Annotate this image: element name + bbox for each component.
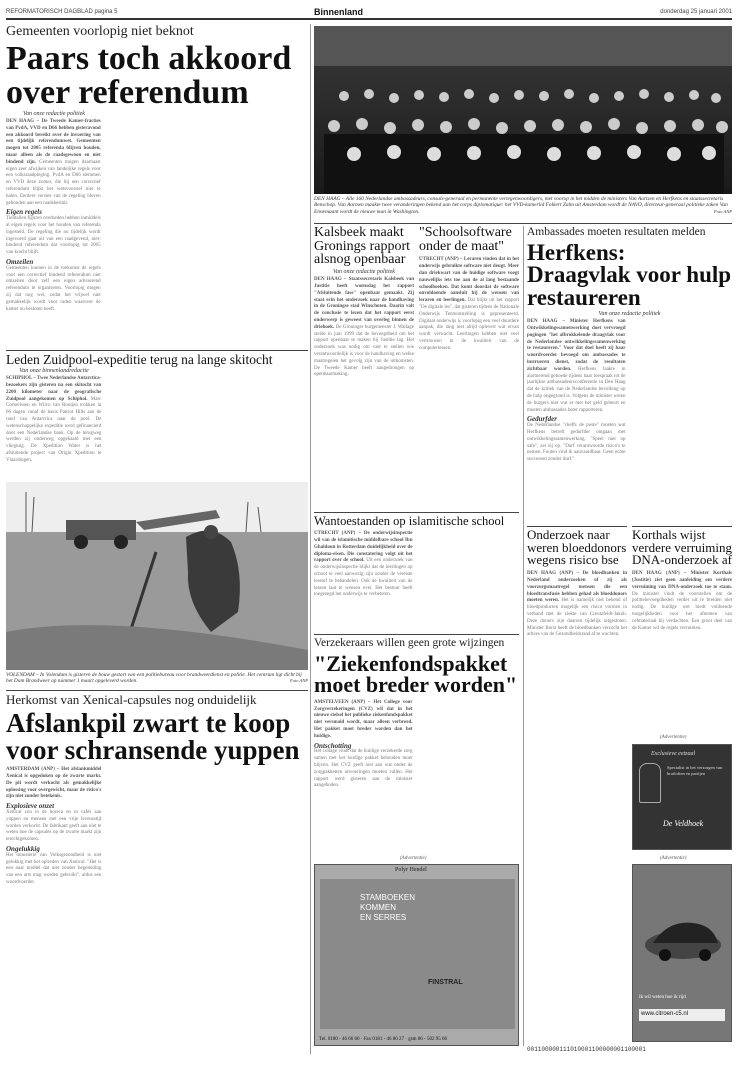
body-text	[632, 571, 732, 711]
photo-credit: Foto ANP	[713, 208, 732, 214]
lamp-icon	[639, 763, 661, 803]
byline: Van onze redactie politiek	[333, 269, 395, 276]
ad-line: EN SERRES	[360, 913, 407, 922]
lead: UTRECHT (ANP) – De onderwijsinspectie wil van de islamitische middelbare school Ibn Ghaldoun in Rotterdam duidelijkheid over de diploma-eisen. Die constatering volgt uit het rapport over de school.	[314, 531, 413, 564]
section-title: Binnenland	[314, 7, 363, 17]
article-schoolsoftware	[419, 226, 519, 480]
paragraph: De minister vindt de voorstellen om de politiebevoegdheden verder uit te breiden niet nodig. De huidige wet biedt voldoende mogelijkheden voor het afnemen van celmateriaal bij verdachten. Een groot deel van de Kamer wil de regels verruimen.	[632, 591, 732, 631]
headline: Afslankpil zwart te koop voor schransende yuppen	[6, 708, 300, 765]
ad-line: KOMMEN	[360, 903, 396, 912]
paragraph: Het collage vindt dat de huidige verzekerde zorg samen met het huidige pakket behouden moet blijven. Het CVZ geeft niet aan wat onder de zorgpakketten uitvoeringen moeten vallen. Het rapport werd gisteren aan de minister aangeboden.	[314, 749, 413, 789]
lead: SCHIPHOL – Twee Nederlandse Antarctica-bezoekers zijn gisteren na een skitocht van 2200 kilometer naar de geografische Zuidpool aangekomen op Schiphol.	[6, 376, 102, 402]
body-text	[527, 319, 732, 522]
headline: Herfkens: Draagvlak voor hulp restaureren	[527, 239, 732, 310]
subheading: Eigen regels	[6, 208, 42, 217]
body-text	[527, 571, 627, 831]
paragraph: De Groninger burgemeester J. Wallage stelde in juni 1999 dat de bevoegdheid om het rapport openbaar te maken bij Justitie lag. Het onderzoek was nodig om vast te stellen wie verantwoordelijk is voor de handhaving en welke maatregelen het gevolg zijn van de uitkomsten. De Tweede Kamer heeft aangedrongen op openbaarmaking.	[314, 324, 414, 378]
construction-photo-image	[6, 482, 308, 670]
article-ziekenfondspakket	[314, 634, 519, 852]
article-islamitische-school	[314, 512, 519, 630]
byline: Van onze binnenlandredactie	[19, 368, 89, 375]
headline: "Schoolsoftware onder de maat"	[419, 226, 512, 254]
article-kalsbeek	[314, 226, 414, 522]
group-photo-image	[314, 26, 732, 194]
byline: Van onze redactie politiek	[598, 311, 661, 318]
body-text	[314, 277, 414, 507]
ad-label: (Advertentie)	[660, 735, 687, 740]
paragraph: Marc Cornelissen en Wilco van Rooijen trokken in 66 dagen vanaf de basis Patriot Hills aan de rand van Antarctica naar de pool. De wetenschappelijke expeditie werd gefinancierd door een Nederlandse bank. Op de terugweg werden zij onderweg opgehaald met een vliegtuig. De Xpedition Water is het afsluitende project van Origin Xpedition te Vlaardingen.	[6, 396, 102, 463]
headline: Wantoestanden op islamitische school	[314, 512, 519, 527]
paragraph: Uit een onderzoek van de onderwijsinspectie blijkt dat de leerlingen op school te veel aanwezig zijn zonder de vereiste lesstof te behandelen. Ook de kwaliteit van de lessen laat te wensen over. Het bestuur heeft toegezegd het onderwijs te verbeteren.	[314, 558, 413, 598]
ad-image	[320, 879, 515, 1029]
photo-caption	[6, 672, 308, 687]
paragraph: Het ministerie van Volksgezondheid is niet gelukkig met het optreden van Xenical. "Het is een naar middel dat niet zonder begeleiding van een arts mag worden gebruikt", aldus een woordvoerder.	[6, 852, 102, 885]
article-korthals	[632, 526, 732, 730]
paragraph: Het is namelijk niet bekend of bloedproducten mogelijk een risico vormen in verband met de ziekte van Creutzfeldt-Jakob. Deze donors zijn daarom tijdelijk uitgesloten. Minister Borst heeft de bloedbanken verzocht het advies van de Gezondheidsraad af te wachten.	[527, 598, 627, 638]
kicker: Gemeenten voorlopig niet beknot	[6, 24, 194, 39]
paragraph: Xenical zou in de horeca en in cafés aan yuppen en mensen met een vrije levensstijl worden verkocht. De fabrikant geeft aan niet te weten hoe de capsules op de zwarte markt zijn terechtgekomen.	[6, 809, 102, 843]
article-zuidpool	[6, 350, 308, 478]
kicker: Herkomst van Xenical-capsules nog onduidelijk	[6, 690, 308, 707]
ad-url[interactable]: www.citroen-c5.nl	[639, 1009, 725, 1021]
paragraph: Dat blijkt uit het rapport "De digitale les", dat gisteren tijdens de Nationale Onderwijs Tentoonstelling is gepresenteerd. Digitaal onderwijs is voorlopig een veel duurdere aanpak, die lang niet altijd oplevert wat ervan wordt verwacht. Leerlingen hebben niet veel vertrouwen in de kwaliteit van de computerlessen.	[419, 298, 519, 351]
lead: DEN HAAG – Minister Herfkens van Ontwikkelingssamenwerking doet vervroegd pogingen "het afbrokkelende draagvlak voor de Nederlandse ontwikkelingssamenwerking te restaureren." Voor dat doel heeft zij haar woordvoerder bevoegd om ambassades te instrueren dienst, zodat de resultaten zichtbaar worden.	[527, 319, 626, 372]
headline: Leden Zuidpool-expeditie terug na lange skitocht	[6, 350, 308, 366]
paragraph: Gemeenten mogen daarnaast eigen zeer afwijken van landelijke regels voor een volksraadpleging. PvdA en D66 stemmen en VVD deze zomer, die bij een correctief referendum blijkt het wetsvoorstel niet te halen. Eerdere versies van de regeling bleven gebonden aan een raadsbesluit.	[6, 159, 101, 206]
byline: Van onze redactie politiek	[23, 111, 85, 118]
article-bloeddonors	[527, 526, 627, 852]
lead: DEN HAAG (ANP) – Minister Korthals (Justitie) ziet geen aanleiding om verdere verruiming van DNA-onderzoek toe te staan.	[632, 571, 732, 590]
photo-volendam	[6, 482, 308, 670]
body-text	[6, 767, 308, 1027]
kicker: Verzekeraars willen geen grote wijzingen	[314, 634, 519, 650]
paragraph: Gemeenten kunnen in de toekomst de regels voor een correctief bindend referendum niet omzeilen door zelf een eigen adviserend referendum te organiseren. Voorlopig mogen zij dat nog wel, zodat het vrijwel niet gemakkelijk wordt voor raden waarover de kamer nu besloten heeft.	[6, 265, 101, 312]
kicker: Ambassades moeten resultaten melden	[527, 226, 706, 238]
body-text	[6, 376, 308, 471]
subheading: Ontschotting	[314, 741, 352, 750]
body-text	[419, 257, 519, 477]
headline: Onderzoek naar weren bloeddonors wegens risico bse	[527, 527, 627, 568]
lead: DEN HAAG – De Tweede Kamer-fracties van PvdA, VVD en D66 hebben gisteravond een akkoord bereikt over de invoering van een tijdelijk referendumwet. Gemeenten mogen tot 2005 referenda blijven houden, maar alleen als de raadsgewoon en niet bindend zijn.	[6, 119, 101, 165]
photo-ambassadors	[314, 26, 732, 194]
paragraph: Herfkens laakte in alarmerend gehoede tijdens haar toespraak tot de jaarlijkse ambassadeursconferentie in Den Haag dat de kritiek van de Nederlandse bevolking op de hulp ongegrond is. Volgens de minister weten de burgers niet wat er met het geld gebeurt en moeten ambassades beter rapporteren.	[527, 366, 626, 413]
advert-serres[interactable]	[314, 864, 519, 1046]
subheading: Explosieve onzet	[6, 802, 55, 811]
column-divider	[523, 226, 524, 1046]
column-divider	[310, 24, 311, 1054]
caption-text: DEN HAAG – Alle 160 Nederlandse ambassadeurs, consuls-generaal en permanente vertegenwoordigers, met voorop in het midden de ministers Van Aartsen en Herfkens en staatssecretaris Benschop. Van Aartsen maakte twee veranderingen bekend aan het corps diplomatique: het VVD-kamerlid Folkert Zalm uit Amsterdam wordt de NAVO, directeur-generaal politieke zaken Van Ennemaant wordt de nieuwe man in Washington.	[314, 196, 728, 215]
article-herfkens	[527, 226, 732, 522]
ad-tagline: Exclusieve eetzaal	[651, 751, 696, 757]
ad-brand: Polyr Hendel	[395, 867, 427, 873]
advert-veldhoek[interactable]	[632, 744, 732, 850]
headline: Korthals wijst verdere verruiming DNA-onderzoek af	[632, 527, 732, 568]
article-xenical	[6, 690, 308, 1054]
subheading: Gedurfder	[527, 415, 557, 424]
ad-description: Specialist in het verzorgen van bruiloften en partijen	[667, 765, 723, 776]
ad-label: (Advertentie)	[660, 856, 687, 861]
lead: AMSTERDAM (ANP) – Het afslankmiddel Xenical is opgedoken op de zwarte markt. De pil wordt verkocht als gemakkelijke oplossing voor overgewicht, maar de risico's zijn niet zonder betekenis.	[6, 767, 102, 800]
lead: UTRECHT (ANP) – Leraren vinden dat in het onderwijs gebruikte software niet deugt. Meer dan driekwart van de huidige software voegt nauwelijks iets toe aan de al lang bestaande schoolboeken. Dat komt doordat de software onvoldoende aansluit bij de wensen van leraren en leerlingen.	[419, 257, 519, 304]
ad-line: STAMBOEKEN	[360, 893, 415, 902]
page-date: donderdag 25 januari 2001	[660, 9, 732, 15]
lead: DEN HAAG – Staatssecretaris Kalsbeek van Justitie heeft woensdag het rapport "Afsluitende fase" openbaar gemaakt. Zij staat erin het onderzoek naar de handhaving in de Groningse stad Winschoten. Daarin valt de conclusie te lezen dat het rapport eerst onderwerp is geweest van overleg binnen de driehoek.	[314, 277, 414, 330]
article-referendum	[6, 24, 306, 346]
subheading: Ongelukkig	[6, 844, 40, 853]
headline: Paars toch akkoord over referendum	[6, 40, 292, 111]
caption-text: VOLENDAM – In Volendam is gisteren de bouw gestart van een politiebureau voor brandweerdienst en politie. Het centrum ligt dicht bij het Dam Brandweer op nummer 1 maart opgeleverd worden.	[6, 672, 302, 685]
paragraph: Tientallen figuren overheden hebben inmiddels al eigen regels voor het houden van referenda ingesteld. De regeling die nu tijdelijk wordt ingevoerd gaat uit van een raadgevend, niet-bindend referendum dat voorlopig tot 2005 van kracht blijft.	[6, 216, 101, 256]
ad-contact: Tel. 0180 - 46 66 60 · Fax 0181 - 46 86 27 · gsm 06 - 502 95 66	[319, 1037, 447, 1042]
body-text	[314, 700, 519, 840]
photo-credit: Foto ANP	[289, 678, 308, 684]
ad-slogan: Ik wil weten hoe ik rijd	[639, 995, 686, 1000]
car-image	[633, 885, 731, 985]
lead: DEN HAAG (ANP) – De bloedbanken in Nederland onderzoeken of zij als voorzorgsmaatregel mensen die een bloedtransfusie hebben gehad als bloeddonors moeten weren.	[527, 571, 627, 604]
paper-page: REFORMATORISCH DAGBLAD pagina 5	[6, 9, 118, 15]
ad-label: (Advertentie)	[400, 856, 427, 861]
headline: Kalsbeek maakt Gronings rapport alsnog openbaar	[314, 226, 411, 268]
page-header	[6, 6, 732, 20]
lead: AMSTELVEEN (ANP) – Het College voor Zorgverzekeringen (CVZ) wil dat in het nieuwe stelsel het publieke ziekenfondspakket niet versmald wordt, maar alleen verbreed. Het pakket moet breder worden dan het huidige.	[314, 699, 413, 739]
advert-citroen[interactable]	[632, 864, 732, 1042]
ad-finstral: FINSTRAL	[428, 979, 463, 986]
paragraph: De Nederlandse "cheffs de poste" moeten wat Herfkens betreft gedurfder omgaan met ontwikkelingssamenwerking. "Speel niet op safe", zei zij op. "Durf verantwoorde risico's te nemen. Fouten vind ik aanvaardbaar. Geen echte successen zonder durf."	[527, 423, 626, 463]
body-text	[314, 531, 519, 626]
ad-brand: De Veldhoek	[663, 819, 704, 828]
headline: "Ziekenfondspakket moet breder worden"	[314, 650, 518, 698]
barcode: 001100000111010001100000001100001	[527, 1046, 646, 1053]
body-text	[6, 119, 306, 329]
section-divider	[314, 223, 732, 224]
subheading: Omzeilen	[6, 257, 34, 266]
photo-caption	[314, 196, 732, 222]
